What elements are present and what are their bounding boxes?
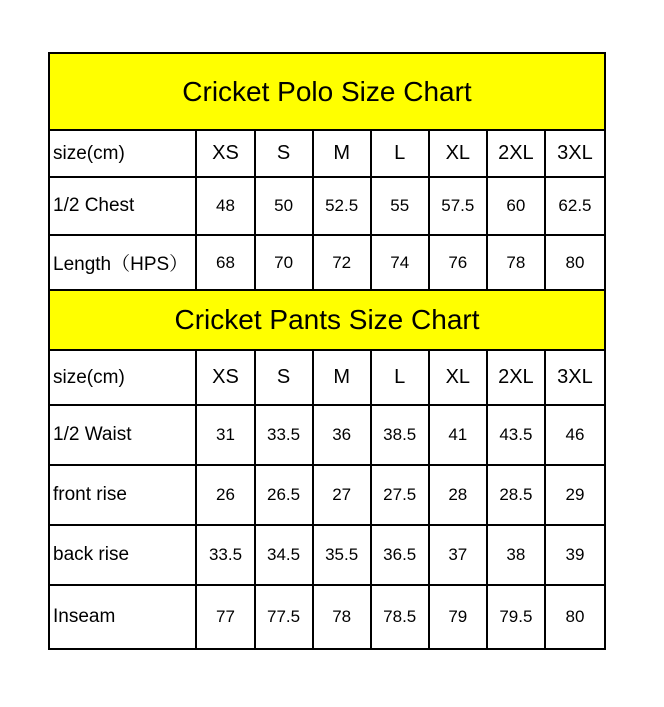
pants-value-cell: 38 <box>488 526 546 584</box>
polo-size-header-cell: S <box>256 131 314 176</box>
pants-value-cell: 28 <box>430 466 488 524</box>
polo-header-row <box>50 131 604 178</box>
polo-size-header-cell: 2XL <box>488 131 546 176</box>
polo-size-header-cell: M <box>314 131 372 176</box>
pants-row-back-rise <box>50 526 604 586</box>
polo-row-half-chest <box>50 178 604 236</box>
pants-row-front-rise <box>50 466 604 526</box>
pants-value-cell: 36 <box>314 406 372 464</box>
pants-value-cell: 41 <box>430 406 488 464</box>
pants-value-cell: 77.5 <box>256 586 314 648</box>
polo-size-header-cell: 3XL <box>557 142 593 164</box>
polo-value-cell: 55 <box>372 178 430 234</box>
polo-value-cell: 70 <box>256 236 314 289</box>
pants-size-header-cell: M <box>314 351 372 404</box>
pants-value-cell: 31 <box>197 406 255 464</box>
pants-size-header-cell: S <box>256 351 314 404</box>
pants-value-cell: 35.5 <box>314 526 372 584</box>
polo-row-length-hps <box>50 236 604 291</box>
pants-value-cell: 36.5 <box>372 526 430 584</box>
pants-row-label: 1/2 Waist <box>50 406 197 464</box>
polo-row-label: Length（HPS） <box>50 236 197 289</box>
polo-value-cell: 57.5 <box>430 178 488 234</box>
polo-size-header-cell: XS <box>197 131 255 176</box>
pants-size-header-cell: 3XL <box>557 366 593 388</box>
pants-value-cell: 46 <box>565 425 585 444</box>
polo-size-header-cell: XL <box>430 131 488 176</box>
pants-size-header-cell: 2XL <box>488 351 546 404</box>
polo-row-label: 1/2 Chest <box>50 178 197 234</box>
polo-value-cell: 78 <box>488 236 546 289</box>
pants-row-label: back rise <box>50 526 197 584</box>
polo-value-cell: 76 <box>430 236 488 289</box>
pants-size-header-cell: L <box>372 351 430 404</box>
pants-value-cell: 26 <box>197 466 255 524</box>
polo-value-cell: 60 <box>488 178 546 234</box>
pants-value-cell: 39 <box>565 545 585 564</box>
polo-size-chart-title: Cricket Polo Size Chart <box>50 54 604 131</box>
pants-row-inseam <box>50 586 604 648</box>
polo-row-label: size(cm) <box>50 131 197 176</box>
pants-value-cell: 29 <box>565 485 585 504</box>
pants-value-cell: 33.5 <box>197 526 255 584</box>
pants-size-header-cell: XL <box>430 351 488 404</box>
pants-value-cell: 33.5 <box>256 406 314 464</box>
pants-row-label: front rise <box>50 466 197 524</box>
polo-value-cell: 72 <box>314 236 372 289</box>
pants-value-cell: 79.5 <box>488 586 546 648</box>
pants-size-chart-title: Cricket Pants Size Chart <box>50 291 604 351</box>
polo-value-cell: 48 <box>197 178 255 234</box>
polo-value-cell: 74 <box>372 236 430 289</box>
pants-row-label: size(cm) <box>50 351 197 404</box>
polo-value-cell: 50 <box>256 178 314 234</box>
pants-value-cell: 80 <box>565 607 585 626</box>
size-chart-sheet <box>48 52 606 650</box>
polo-value-cell: 68 <box>197 236 255 289</box>
polo-value-cell: 80 <box>565 252 585 272</box>
pants-row-label: Inseam <box>50 586 197 648</box>
pants-value-cell: 28.5 <box>488 466 546 524</box>
pants-value-cell: 37 <box>430 526 488 584</box>
polo-value-cell: 52.5 <box>314 178 372 234</box>
pants-value-cell: 27 <box>314 466 372 524</box>
pants-header-row <box>50 351 604 406</box>
pants-value-cell: 78 <box>314 586 372 648</box>
polo-size-header-cell: L <box>372 131 430 176</box>
pants-value-cell: 79 <box>430 586 488 648</box>
pants-size-header-cell: XS <box>197 351 255 404</box>
pants-value-cell: 26.5 <box>256 466 314 524</box>
pants-value-cell: 78.5 <box>372 586 430 648</box>
pants-value-cell: 34.5 <box>256 526 314 584</box>
pants-row-half-waist <box>50 406 604 466</box>
pants-value-cell: 27.5 <box>372 466 430 524</box>
pants-value-cell: 38.5 <box>372 406 430 464</box>
pants-value-cell: 43.5 <box>488 406 546 464</box>
pants-value-cell: 77 <box>197 586 255 648</box>
polo-value-cell: 62.5 <box>558 196 592 215</box>
